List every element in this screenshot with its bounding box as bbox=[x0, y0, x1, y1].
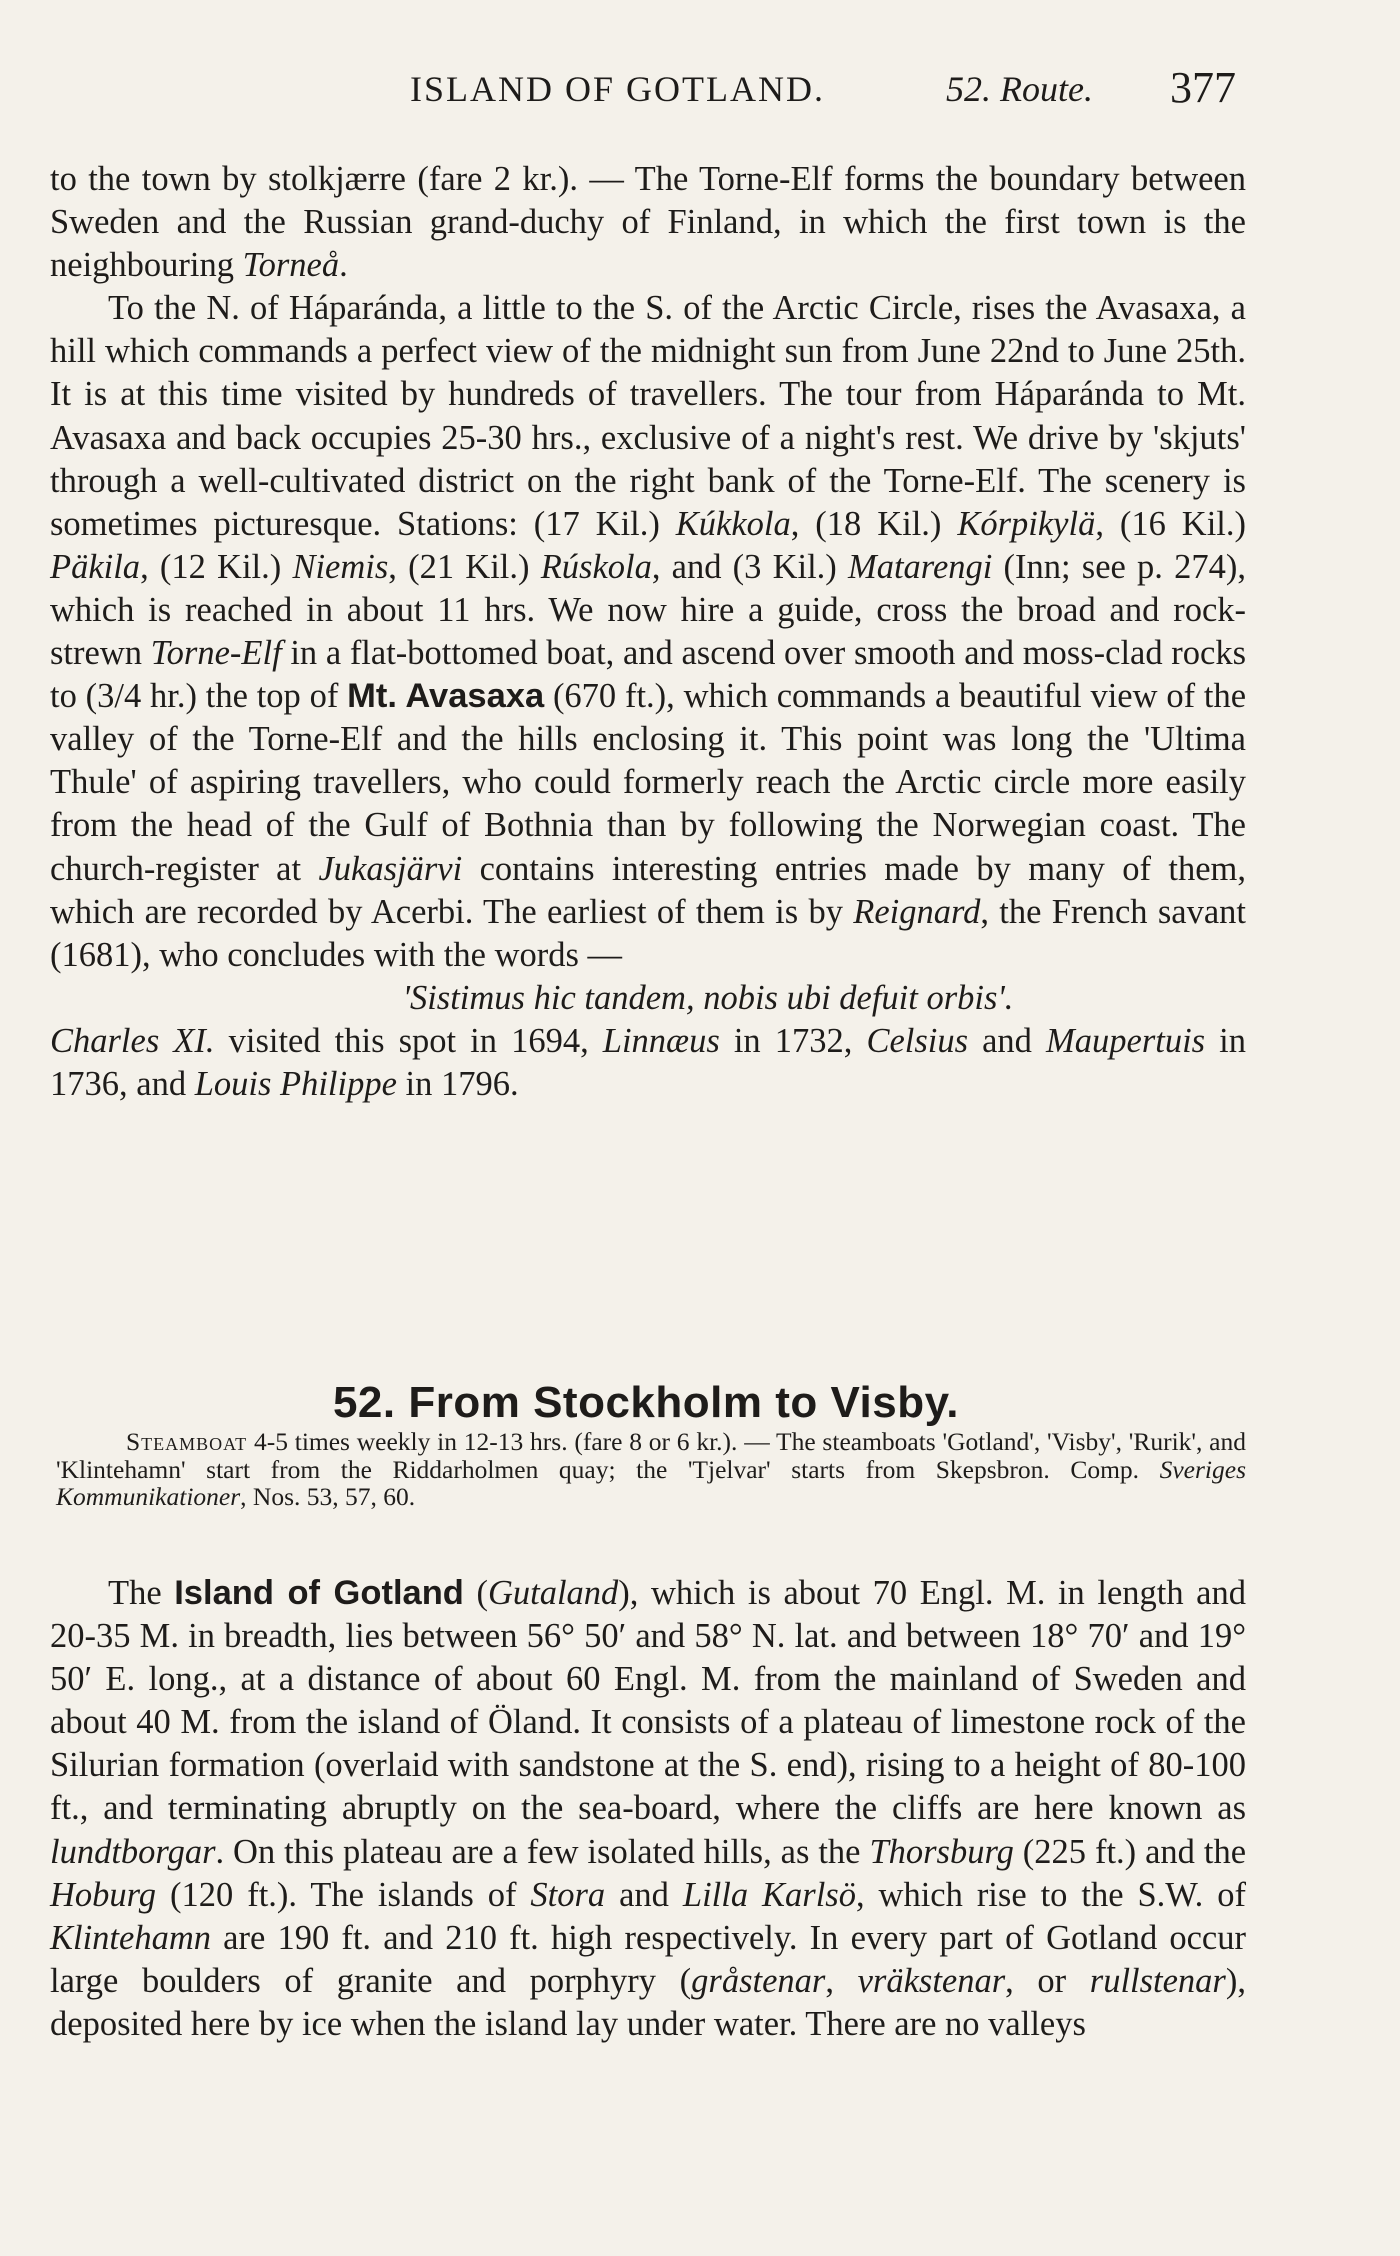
text-run: visited this spot in 1694, bbox=[214, 1021, 603, 1060]
page-number: 377 bbox=[1170, 63, 1236, 112]
text-run: in 1732, bbox=[719, 1021, 867, 1060]
route-label: 52. Route. bbox=[946, 69, 1093, 109]
paragraph-torne-elf bbox=[50, 158, 1246, 287]
text-run: To the N. of Háparánda, a little to the S. of the Arctic Circle, rises the Avasaxa, a hill which commands a perfect view of the midnight sun from June 22nd to June 25th. It is at this time visited by hundreds of travellers. The tour from Háparánda to Mt. Avasaxa and back occupies 25-30 hrs., exclusive of a night's rest. We drive by 'skjuts' through a well-cultivated district on the right bank of the Torne-Elf. The scenery is sometimes picturesque. Stations: (17 Kil.) bbox=[50, 289, 1246, 543]
station-name: Päkila bbox=[50, 547, 141, 586]
steamboat-info bbox=[56, 1428, 1246, 1511]
term: rullstenar bbox=[1089, 1961, 1226, 2000]
text-run: , the French savant (1681), who concludes with the words — bbox=[50, 892, 1246, 974]
text-run: (670 ft.), which commands a beautiful view of the valley of the Torne-Elf and the hills enclosing it. This point was long the 'Ultima Thule' of aspiring travellers, who could formerly reach the Arctic circle more easily from the head of the Gulf of Bothnia than by following the Norwegian coast. The church-register at bbox=[50, 677, 1247, 888]
text-run: ), which is about 70 Engl. M. in length and 20-35 M. in breadth, lies between 56° 50′ and 58° N. lat. and between 18° 70′ and 19° 50′ E. long., at a distance of about 60 Engl. M. from the mainland of Sweden and about 40 M. from the island of Öland. It consists of a plateau of limestone rock of the Silurian formation (overlaid with sandstone at the S. end), rising to a height of 80-100 ft., and terminating abruptly on the sea-board, where the cliffs are here known as bbox=[50, 1574, 1246, 1828]
text-run: in 1736, and bbox=[50, 1021, 1247, 1103]
place-name: Gutaland bbox=[487, 1574, 619, 1612]
bold-place-name: Mt. Avasaxa bbox=[347, 677, 545, 716]
text-run: The bbox=[108, 1574, 175, 1612]
bold-place-name: Island of Gotland bbox=[174, 1574, 464, 1612]
text-run: in 1796. bbox=[396, 1064, 519, 1103]
place-name: Jukasjärvi bbox=[318, 849, 463, 888]
station-name: Kúkkola bbox=[675, 504, 791, 543]
text-run: and bbox=[968, 1021, 1047, 1060]
place-name: Hoburg bbox=[50, 1875, 157, 1914]
text-run: , Nos. 53, 57, 60. bbox=[240, 1482, 416, 1511]
place-name: Lilla Karlsö bbox=[682, 1875, 856, 1914]
text-run: ( bbox=[463, 1574, 488, 1612]
upper-text-block bbox=[50, 158, 1246, 1106]
fraction: 3/4 bbox=[97, 677, 142, 716]
person-name: Maupertuis bbox=[1046, 1021, 1206, 1060]
river-name: Torne-Elf bbox=[150, 634, 282, 673]
text-run: to the town by stolkjærre (fare 2 kr.). — The Torne-Elf forms the boundary between Sweden and the Russian grand-duchy of Finland, in which the first town is the neighbouring bbox=[50, 160, 1246, 285]
text-run: . On this plateau are a few isolated hills, as the bbox=[215, 1832, 870, 1871]
text-run: (Inn; see p. 274), which is reached in about 11 hrs. We now hire a guide, cross the broad and rock-strewn bbox=[50, 547, 1246, 673]
text-run: , (16 Kil.) bbox=[1095, 504, 1246, 543]
place-name: Torneå bbox=[242, 246, 340, 285]
text-run: in a flat-bottomed boat, and ascend over smooth and moss-clad rocks to ( bbox=[50, 634, 1246, 716]
text-run: , which rise to the S.W. of bbox=[855, 1875, 1246, 1914]
place-name: Stora bbox=[530, 1875, 606, 1914]
station-name: Rúskola bbox=[540, 547, 652, 586]
person-name: Celsius bbox=[866, 1021, 969, 1060]
place-name: Klintehamn bbox=[50, 1918, 211, 1957]
running-title: ISLAND OF GOTLAND. bbox=[410, 69, 825, 109]
text-run: . bbox=[339, 246, 348, 285]
route-heading: 52. From Stockholm to Visby. bbox=[332, 1378, 960, 1427]
person-name: Linnæus bbox=[602, 1021, 720, 1060]
station-name: Kórpikylä bbox=[957, 504, 1096, 543]
text-run: , (21 Kil.) bbox=[388, 547, 541, 586]
text-run: , and (3 Kil.) bbox=[651, 547, 848, 586]
lower-text-block bbox=[50, 1572, 1246, 2046]
text-run: contains interesting entries made by many of them, which are recorded by Acerbi. The earliest of them is by bbox=[50, 849, 1246, 931]
text-run: , (12 Kil.) bbox=[140, 547, 293, 586]
text-run: 4-5 times weekly in 12-13 hrs. (fare 8 or 6 kr.). — The steamboats 'Gotland', 'Visby', 'Rurik', and 'Klintehamn' start from the Riddarholmen quay; the 'Tjelvar' starts from Skepsbron. Comp. bbox=[56, 1427, 1246, 1484]
text-run: , or bbox=[1005, 1961, 1090, 2000]
paragraph-avasaxa bbox=[50, 287, 1246, 977]
person-name: Louis Philippe bbox=[194, 1064, 397, 1103]
paragraph-visitors bbox=[50, 1020, 1246, 1106]
latin-quote: 'Sistimus hic tandem, nobis ubi defuit orbis'. bbox=[402, 978, 1014, 1017]
small-caps-label: Steamboat bbox=[126, 1427, 248, 1456]
text-run: hr.) the top of bbox=[141, 677, 348, 716]
term: vräkstenar bbox=[857, 1961, 1006, 2000]
place-name: Thorsburg bbox=[869, 1832, 1014, 1871]
text-run: ), deposited here by ice when the island lay under water. There are no valleys bbox=[50, 1961, 1246, 2043]
person-name: Charles XI. bbox=[50, 1021, 215, 1060]
text-run: , bbox=[825, 1961, 858, 2000]
text-run: , (18 Kil.) bbox=[790, 504, 958, 543]
paragraph-gotland bbox=[50, 1572, 1246, 2046]
publication-title: Sveriges Kommunikationer bbox=[56, 1454, 1246, 1511]
term: lundtborgar bbox=[50, 1832, 216, 1871]
station-name: Matarengi bbox=[847, 547, 993, 586]
text-run: (225 ft.) and the bbox=[1013, 1832, 1247, 1871]
text-run: (120 ft.). The islands of bbox=[156, 1875, 531, 1914]
page-header bbox=[56, 62, 1236, 116]
person-name: Reignard bbox=[853, 892, 981, 931]
text-run: are 190 ft. and 210 ft. high respectively. In every part of Gotland occur large boulders of granite and porphyry ( bbox=[50, 1918, 1246, 2000]
steamboat-paragraph bbox=[56, 1428, 1246, 1511]
station-name: Niemis bbox=[292, 547, 389, 586]
term: gråstenar bbox=[691, 1961, 826, 2000]
text-run: and bbox=[605, 1875, 683, 1914]
